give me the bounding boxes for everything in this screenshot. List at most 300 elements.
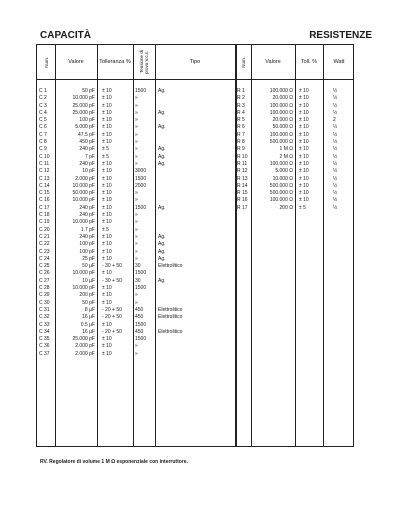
- cap-header-valore: Valore: [68, 59, 84, 65]
- cap-tolleranza-cell: ± 5: [102, 226, 109, 233]
- cap-num-cell: C 29: [39, 292, 50, 299]
- cap-tensione-cell: »: [135, 255, 138, 262]
- cap-valore-cell: 25.000 pF: [72, 336, 95, 343]
- cap-num-cell: C 35: [39, 336, 50, 343]
- cap-tolleranza-cell: ± 10: [102, 299, 112, 306]
- res-watt-cell: ½: [333, 197, 338, 204]
- capacitor-row: [37, 292, 235, 299]
- cap-valore-cell: 50.000 pF: [72, 190, 95, 197]
- cap-tensione-cell: »: [135, 190, 138, 197]
- capacitor-row: [37, 322, 235, 329]
- cap-tolleranza-cell: ± 10: [102, 117, 112, 124]
- res-num-cell: R 3: [237, 102, 245, 109]
- capacitor-row: [37, 183, 235, 190]
- cap-valore-cell: 240 pF: [79, 146, 95, 153]
- cap-tolleranza-cell: ± 5: [102, 146, 109, 153]
- cap-tolleranza-cell: ± 10: [102, 175, 112, 182]
- cap-valore-cell: 10 pF: [82, 168, 95, 175]
- capacitor-row: [37, 154, 235, 161]
- res-num-cell: R 14: [237, 182, 248, 189]
- resistor-row: [235, 95, 355, 102]
- capacitor-row: [37, 263, 235, 270]
- component-table: [36, 44, 354, 447]
- cap-tensione-cell: »: [135, 299, 138, 306]
- capacitor-row: [37, 110, 235, 117]
- res-toll-cell: ± 10: [299, 139, 309, 146]
- cap-tolleranza-cell: ± 10: [102, 102, 112, 109]
- res-toll-cell: ± 10: [299, 146, 309, 153]
- res-toll-cell: ± 10: [299, 117, 309, 124]
- cap-num-cell: C 23: [39, 248, 50, 255]
- capacitor-row: [37, 132, 235, 139]
- cap-tolleranza-cell: ± 10: [102, 197, 112, 204]
- cap-tipo-cell: [155, 292, 235, 299]
- cap-tipo-cell: [155, 95, 235, 102]
- cap-tipo-cell: [155, 168, 235, 175]
- cap-tensione-cell: »: [135, 160, 138, 167]
- res-valore-cell: 500.000 Ω: [269, 190, 293, 197]
- cap-num-cell: C 6: [39, 124, 47, 131]
- res-header-watt: Watt: [333, 59, 345, 65]
- res-valore-cell: 500.000 Ω: [269, 139, 293, 146]
- res-valore-cell: 100.000 Ω: [269, 160, 293, 167]
- cap-tolleranza-cell: ± 10: [102, 182, 112, 189]
- cap-num-cell: C 26: [39, 270, 50, 277]
- res-num-cell: R 7: [237, 131, 245, 138]
- cap-valore-cell: 240 pF: [79, 160, 95, 167]
- cap-tipo-cell: [155, 197, 235, 204]
- res-watt-cell: ½: [333, 182, 338, 189]
- cap-tipo-cell: Ag.: [158, 88, 166, 94]
- resistor-row: [235, 205, 355, 212]
- resistor-row: [235, 88, 355, 95]
- resistor-row: [235, 190, 355, 197]
- cap-tolleranza-cell: ± 10: [102, 212, 112, 219]
- cap-tensione-cell: 30: [135, 263, 141, 270]
- cap-tipo-cell: [155, 343, 235, 350]
- cap-tipo-cell: Ag.: [158, 241, 166, 248]
- capacitor-row: [37, 168, 235, 175]
- resistor-row: [235, 110, 355, 117]
- cap-valore-cell: 5.000 pF: [75, 124, 95, 131]
- resistor-row: [235, 168, 355, 175]
- capacitor-row: [37, 314, 235, 321]
- cap-tolleranza-cell: ± 10: [102, 233, 112, 240]
- cap-tensione-cell: 450: [135, 328, 144, 335]
- cap-valore-cell: 10.000 pF: [72, 197, 95, 204]
- cap-valore-cell: 50 pF: [82, 88, 95, 94]
- cap-valore-cell: 16 µF: [82, 328, 95, 335]
- resistor-row: [235, 154, 355, 161]
- cap-tolleranza-cell: ± 10: [102, 241, 112, 248]
- res-num-cell: R 15: [237, 190, 248, 197]
- cap-num-cell: C 9: [39, 146, 47, 153]
- cap-num-cell: C 30: [39, 299, 50, 306]
- cap-tipo-cell: [155, 190, 235, 197]
- res-watt-cell: ½: [333, 88, 338, 94]
- res-watt-cell: ½: [333, 168, 338, 175]
- res-valore-cell: 50.000 Ω: [272, 124, 293, 131]
- cap-num-cell: C 17: [39, 204, 50, 211]
- res-toll-cell: ± 10: [299, 102, 309, 109]
- cap-tolleranza-cell: ± 10: [102, 124, 112, 131]
- res-toll-cell: ± 10: [299, 153, 309, 160]
- res-valore-cell: 100.000 Ω: [269, 102, 293, 109]
- capacitor-row: [37, 351, 235, 358]
- resistor-rows: [235, 88, 355, 212]
- cap-tolleranza-cell: - 30 + 50: [102, 263, 122, 270]
- cap-tipo-cell: Ag.: [158, 277, 166, 284]
- cap-tipo-cell: [155, 227, 235, 234]
- res-num-cell: R 9: [237, 146, 245, 153]
- res-watt-cell: ½: [333, 124, 338, 131]
- cap-num-cell: C 25: [39, 263, 50, 270]
- cap-num-cell: C 4: [39, 109, 47, 116]
- res-valore-cell: 1 M Ω: [279, 146, 293, 153]
- cap-tensione-cell: 30: [135, 277, 141, 284]
- cap-tolleranza-cell: - 20 + 50: [102, 328, 122, 335]
- capacitor-row: [37, 270, 235, 277]
- cap-tensione-cell: »: [135, 153, 138, 160]
- cap-tensione-cell: »: [135, 124, 138, 131]
- cap-header-tensione: Tensione di prova V.c.c.: [139, 50, 149, 74]
- res-watt-cell: ½: [333, 160, 338, 167]
- res-toll-cell: ± 10: [299, 175, 309, 182]
- cap-tipo-cell: [155, 183, 235, 190]
- cap-num-cell: C 32: [39, 314, 50, 321]
- res-watt-cell: ½: [333, 175, 338, 182]
- res-toll-cell: ± 10: [299, 160, 309, 167]
- resistor-row: [235, 183, 355, 190]
- cap-tipo-cell: Ag.: [158, 204, 166, 211]
- capacitor-rows: [37, 88, 235, 358]
- res-toll-cell: ± 10: [299, 109, 309, 116]
- cap-tolleranza-cell: - 20 + 50: [102, 314, 122, 321]
- capacitor-row: [37, 197, 235, 204]
- res-header-num: Num.: [240, 56, 246, 68]
- cap-tipo-cell: [155, 219, 235, 226]
- cap-valore-cell: 47.5 pF: [78, 131, 95, 138]
- cap-tensione-cell: 1500: [135, 204, 147, 211]
- cap-tensione-cell: 1500: [135, 285, 147, 292]
- res-toll-cell: ± 10: [299, 131, 309, 138]
- cap-tensione-cell: »: [135, 241, 138, 248]
- cap-tensione-cell: 450: [135, 306, 144, 313]
- cap-valore-cell: 100 pF: [79, 117, 95, 124]
- capacitor-row: [37, 103, 235, 110]
- capacitor-row: [37, 300, 235, 307]
- capacitor-row: [37, 249, 235, 256]
- res-toll-cell: ± 10: [299, 88, 309, 94]
- cap-tensione-cell: 450: [135, 314, 144, 321]
- capacitor-row: [37, 205, 235, 212]
- cap-tipo-cell: [155, 139, 235, 146]
- capacitor-row: [37, 241, 235, 248]
- capacitor-row: [37, 117, 235, 124]
- cap-tolleranza-cell: ± 10: [102, 285, 112, 292]
- cap-num-cell: C 2: [39, 95, 47, 102]
- cap-tipo-cell: [155, 351, 235, 358]
- cap-valore-cell: 10.000 pF: [72, 285, 95, 292]
- cap-valore-cell: 240 pF: [79, 204, 95, 211]
- header-divider: [37, 79, 353, 80]
- cap-tipo-cell: [155, 212, 235, 219]
- cap-valore-cell: 450 pF: [79, 139, 95, 146]
- cap-tolleranza-cell: ± 10: [102, 204, 112, 211]
- cap-tolleranza-cell: ± 10: [102, 160, 112, 167]
- cap-num-cell: C 31: [39, 306, 50, 313]
- res-valore-cell: 20.000 Ω: [272, 117, 293, 124]
- cap-num-cell: C 1: [39, 88, 47, 94]
- cap-tolleranza-cell: ± 10: [102, 255, 112, 262]
- cap-tensione-cell: 1500: [135, 336, 147, 343]
- cap-tensione-cell: »: [135, 95, 138, 102]
- cap-valore-cell: 50 pF: [82, 299, 95, 306]
- res-watt-cell: 2: [333, 117, 336, 124]
- cap-num-cell: C 36: [39, 343, 50, 350]
- res-valore-cell: 10.000 Ω: [272, 175, 293, 182]
- cap-tolleranza-cell: ± 10: [102, 131, 112, 138]
- cap-num-cell: C 21: [39, 233, 50, 240]
- cap-tipo-cell: Elettrolitico: [158, 314, 183, 321]
- cap-valore-cell: 100 pF: [79, 248, 95, 255]
- cap-tolleranza-cell: ± 10: [102, 88, 112, 94]
- cap-tensione-cell: »: [135, 292, 138, 299]
- capacitor-row: [37, 336, 235, 343]
- cap-valore-cell: 2.000 pF: [75, 343, 95, 350]
- res-valore-cell: 5.000 Ω: [275, 168, 293, 175]
- footnote: RV. Regolatore di volume 1 M Ω esponenziale con interruttore.: [40, 459, 188, 465]
- cap-header-tolleranza: Tolleranza %: [99, 59, 131, 65]
- res-valore-cell: 500.000 Ω: [269, 182, 293, 189]
- cap-tipo-cell: [155, 117, 235, 124]
- cap-header-tipo: Tipo: [189, 59, 201, 65]
- cap-valore-cell: 2.000 pF: [75, 350, 95, 357]
- cap-num-cell: C 34: [39, 328, 50, 335]
- res-num-cell: R 4: [237, 109, 245, 116]
- cap-tolleranza-cell: ± 10: [102, 95, 112, 102]
- capacitor-row: [37, 219, 235, 226]
- cap-num-cell: C 27: [39, 277, 50, 284]
- cap-tipo-cell: Ag.: [158, 146, 166, 153]
- res-num-cell: R 11: [237, 160, 248, 167]
- res-watt-cell: ½: [333, 131, 338, 138]
- cap-num-cell: C 28: [39, 285, 50, 292]
- cap-num-cell: C 15: [39, 190, 50, 197]
- capacitor-row: [37, 176, 235, 183]
- res-valore-cell: 2 M Ω: [279, 153, 293, 160]
- resistor-row: [235, 161, 355, 168]
- cap-tipo-cell: [155, 103, 235, 110]
- cap-tensione-cell: »: [135, 139, 138, 146]
- res-num-cell: R 1: [237, 88, 245, 94]
- cap-valore-cell: 1.7 pF: [80, 226, 95, 233]
- cap-tolleranza-cell: ± 10: [102, 109, 112, 116]
- res-num-cell: R 5: [237, 117, 245, 124]
- cap-tolleranza-cell: - 20 + 50: [102, 306, 122, 313]
- capacitor-row: [37, 256, 235, 263]
- cap-valore-cell: 16 µF: [82, 314, 95, 321]
- capacitor-row: [37, 227, 235, 234]
- cap-valore-cell: 240 pF: [79, 233, 95, 240]
- cap-tolleranza-cell: ± 10: [102, 168, 112, 175]
- capacitor-row: [37, 307, 235, 314]
- resistenze-title: RESISTENZE: [309, 30, 372, 41]
- res-num-cell: R 17: [237, 204, 248, 211]
- cap-tipo-cell: Elettrolitico: [158, 306, 183, 313]
- cap-tensione-cell: »: [135, 350, 138, 357]
- res-watt-cell: ½: [333, 139, 338, 146]
- cap-tipo-cell: Elettrolitico: [158, 263, 183, 270]
- cap-valore-cell: 10.000 pF: [72, 95, 95, 102]
- capacitor-row: [37, 278, 235, 285]
- cap-tolleranza-cell: ± 10: [102, 248, 112, 255]
- cap-tensione-cell: »: [135, 102, 138, 109]
- res-valore-cell: 100.000 Ω: [269, 109, 293, 116]
- cap-tipo-cell: [155, 176, 235, 183]
- cap-num-cell: C 3: [39, 102, 47, 109]
- cap-tipo-cell: [155, 322, 235, 329]
- cap-num-cell: C 33: [39, 321, 50, 328]
- cap-tolleranza-cell: ± 10: [102, 139, 112, 146]
- cap-tensione-cell: »: [135, 343, 138, 350]
- cap-tensione-cell: 3000: [135, 168, 147, 175]
- res-num-cell: R 12: [237, 168, 248, 175]
- resistor-row: [235, 176, 355, 183]
- res-watt-cell: ½: [333, 190, 338, 197]
- cap-num-cell: C 7: [39, 131, 47, 138]
- resistor-row: [235, 139, 355, 146]
- capacitor-row: [37, 285, 235, 292]
- cap-valore-cell: 8 µF: [84, 306, 95, 313]
- cap-tensione-cell: »: [135, 248, 138, 255]
- cap-num-cell: C 11: [39, 160, 50, 167]
- capacitor-row: [37, 146, 235, 153]
- res-toll-cell: ± 10: [299, 95, 309, 102]
- cap-num-cell: C 12: [39, 168, 50, 175]
- cap-valore-cell: 7 pF: [84, 153, 95, 160]
- res-toll-cell: ± 10: [299, 190, 309, 197]
- cap-tipo-cell: [155, 336, 235, 343]
- cap-tipo-cell: Ag.: [158, 160, 166, 167]
- resistor-row: [235, 117, 355, 124]
- cap-tolleranza-cell: ± 10: [102, 190, 112, 197]
- cap-tolleranza-cell: - 30 + 50: [102, 277, 122, 284]
- res-watt-cell: ½: [333, 95, 338, 102]
- res-toll-cell: ± 10: [299, 197, 309, 204]
- res-num-cell: R 8: [237, 139, 245, 146]
- resistor-row: [235, 103, 355, 110]
- cap-valore-cell: 25.000 pF: [72, 102, 95, 109]
- res-num-cell: R 6: [237, 124, 245, 131]
- res-watt-cell: ½: [333, 102, 338, 109]
- cap-tipo-cell: Ag.: [158, 124, 166, 131]
- cap-tensione-cell: »: [135, 197, 138, 204]
- cap-num-cell: C 37: [39, 350, 50, 357]
- cap-tolleranza-cell: ± 10: [102, 292, 112, 299]
- res-num-cell: R 10: [237, 153, 248, 160]
- cap-tolleranza-cell: ± 10: [102, 343, 112, 350]
- res-watt-cell: ½: [333, 204, 338, 211]
- cap-tensione-cell: »: [135, 219, 138, 226]
- cap-tensione-cell: »: [135, 131, 138, 138]
- capacitor-row: [37, 95, 235, 102]
- resistor-row: [235, 146, 355, 153]
- cap-num-cell: C 20: [39, 226, 50, 233]
- cap-header-num: Num.: [43, 56, 49, 68]
- res-valore-cell: 20.000 Ω: [272, 95, 293, 102]
- capacitor-row: [37, 139, 235, 146]
- cap-num-cell: C 14: [39, 182, 50, 189]
- res-valore-cell: 200 Ω: [279, 204, 293, 211]
- res-header-valore: Valore: [265, 59, 281, 65]
- capacita-title: CAPACITÀ: [40, 30, 91, 41]
- cap-tensione-cell: »: [135, 146, 138, 153]
- cap-num-cell: C 5: [39, 117, 47, 124]
- cap-tolleranza-cell: ± 10: [102, 336, 112, 343]
- cap-tensione-cell: »: [135, 212, 138, 219]
- cap-tolleranza-cell: ± 10: [102, 350, 112, 357]
- cap-tensione-cell: »: [135, 226, 138, 233]
- cap-tensione-cell: 1500: [135, 88, 147, 94]
- capacitor-row: [37, 212, 235, 219]
- res-valore-cell: 100.000 Ω: [269, 197, 293, 204]
- res-header-toll: Toll. %: [300, 59, 318, 65]
- capacitor-row: [37, 190, 235, 197]
- cap-valore-cell: 100 pF: [79, 241, 95, 248]
- cap-num-cell: C 22: [39, 241, 50, 248]
- cap-valore-cell: 25.000 pF: [72, 109, 95, 116]
- cap-tipo-cell: Ag.: [158, 233, 166, 240]
- cap-valore-cell: 0.5 µF: [80, 321, 95, 328]
- res-toll-cell: ± 5: [299, 204, 306, 211]
- res-watt-cell: ½: [333, 109, 338, 116]
- resistor-row: [235, 124, 355, 131]
- capacitor-row: [37, 161, 235, 168]
- res-valore-cell: 100.000 Ω: [269, 88, 293, 94]
- capacitor-row: [37, 88, 235, 95]
- resistor-row: [235, 132, 355, 139]
- cap-tipo-cell: Ag.: [158, 153, 166, 160]
- cap-tolleranza-cell: ± 10: [102, 219, 112, 226]
- cap-tensione-cell: 2000: [135, 182, 147, 189]
- cap-valore-cell: 50 µF: [82, 263, 95, 270]
- res-num-cell: R 2: [237, 95, 245, 102]
- capacitor-row: [37, 329, 235, 336]
- cap-tolleranza-cell: ± 10: [102, 270, 112, 277]
- resistor-row: [235, 197, 355, 204]
- res-watt-cell: ½: [333, 153, 338, 160]
- res-valore-cell: 100.000 Ω: [269, 131, 293, 138]
- res-num-cell: R 13: [237, 175, 248, 182]
- cap-num-cell: C 24: [39, 255, 50, 262]
- cap-tipo-cell: Elettrolitico: [158, 328, 183, 335]
- cap-tensione-cell: 1500: [135, 270, 147, 277]
- cap-tipo-cell: [155, 300, 235, 307]
- cap-valore-cell: 200 pF: [79, 292, 95, 299]
- cap-valore-cell: 10 µF: [82, 277, 95, 284]
- cap-num-cell: C 10: [39, 153, 50, 160]
- res-num-cell: R 16: [237, 197, 248, 204]
- cap-tensione-cell: 1500: [135, 321, 147, 328]
- cap-tipo-cell: [155, 132, 235, 139]
- cap-num-cell: C 18: [39, 212, 50, 219]
- res-toll-cell: ± 10: [299, 182, 309, 189]
- cap-tipo-cell: Ag.: [158, 255, 166, 262]
- cap-tolleranza-cell: ± 5: [102, 153, 109, 160]
- cap-tensione-cell: 1500: [135, 175, 147, 182]
- cap-tensione-cell: »: [135, 117, 138, 124]
